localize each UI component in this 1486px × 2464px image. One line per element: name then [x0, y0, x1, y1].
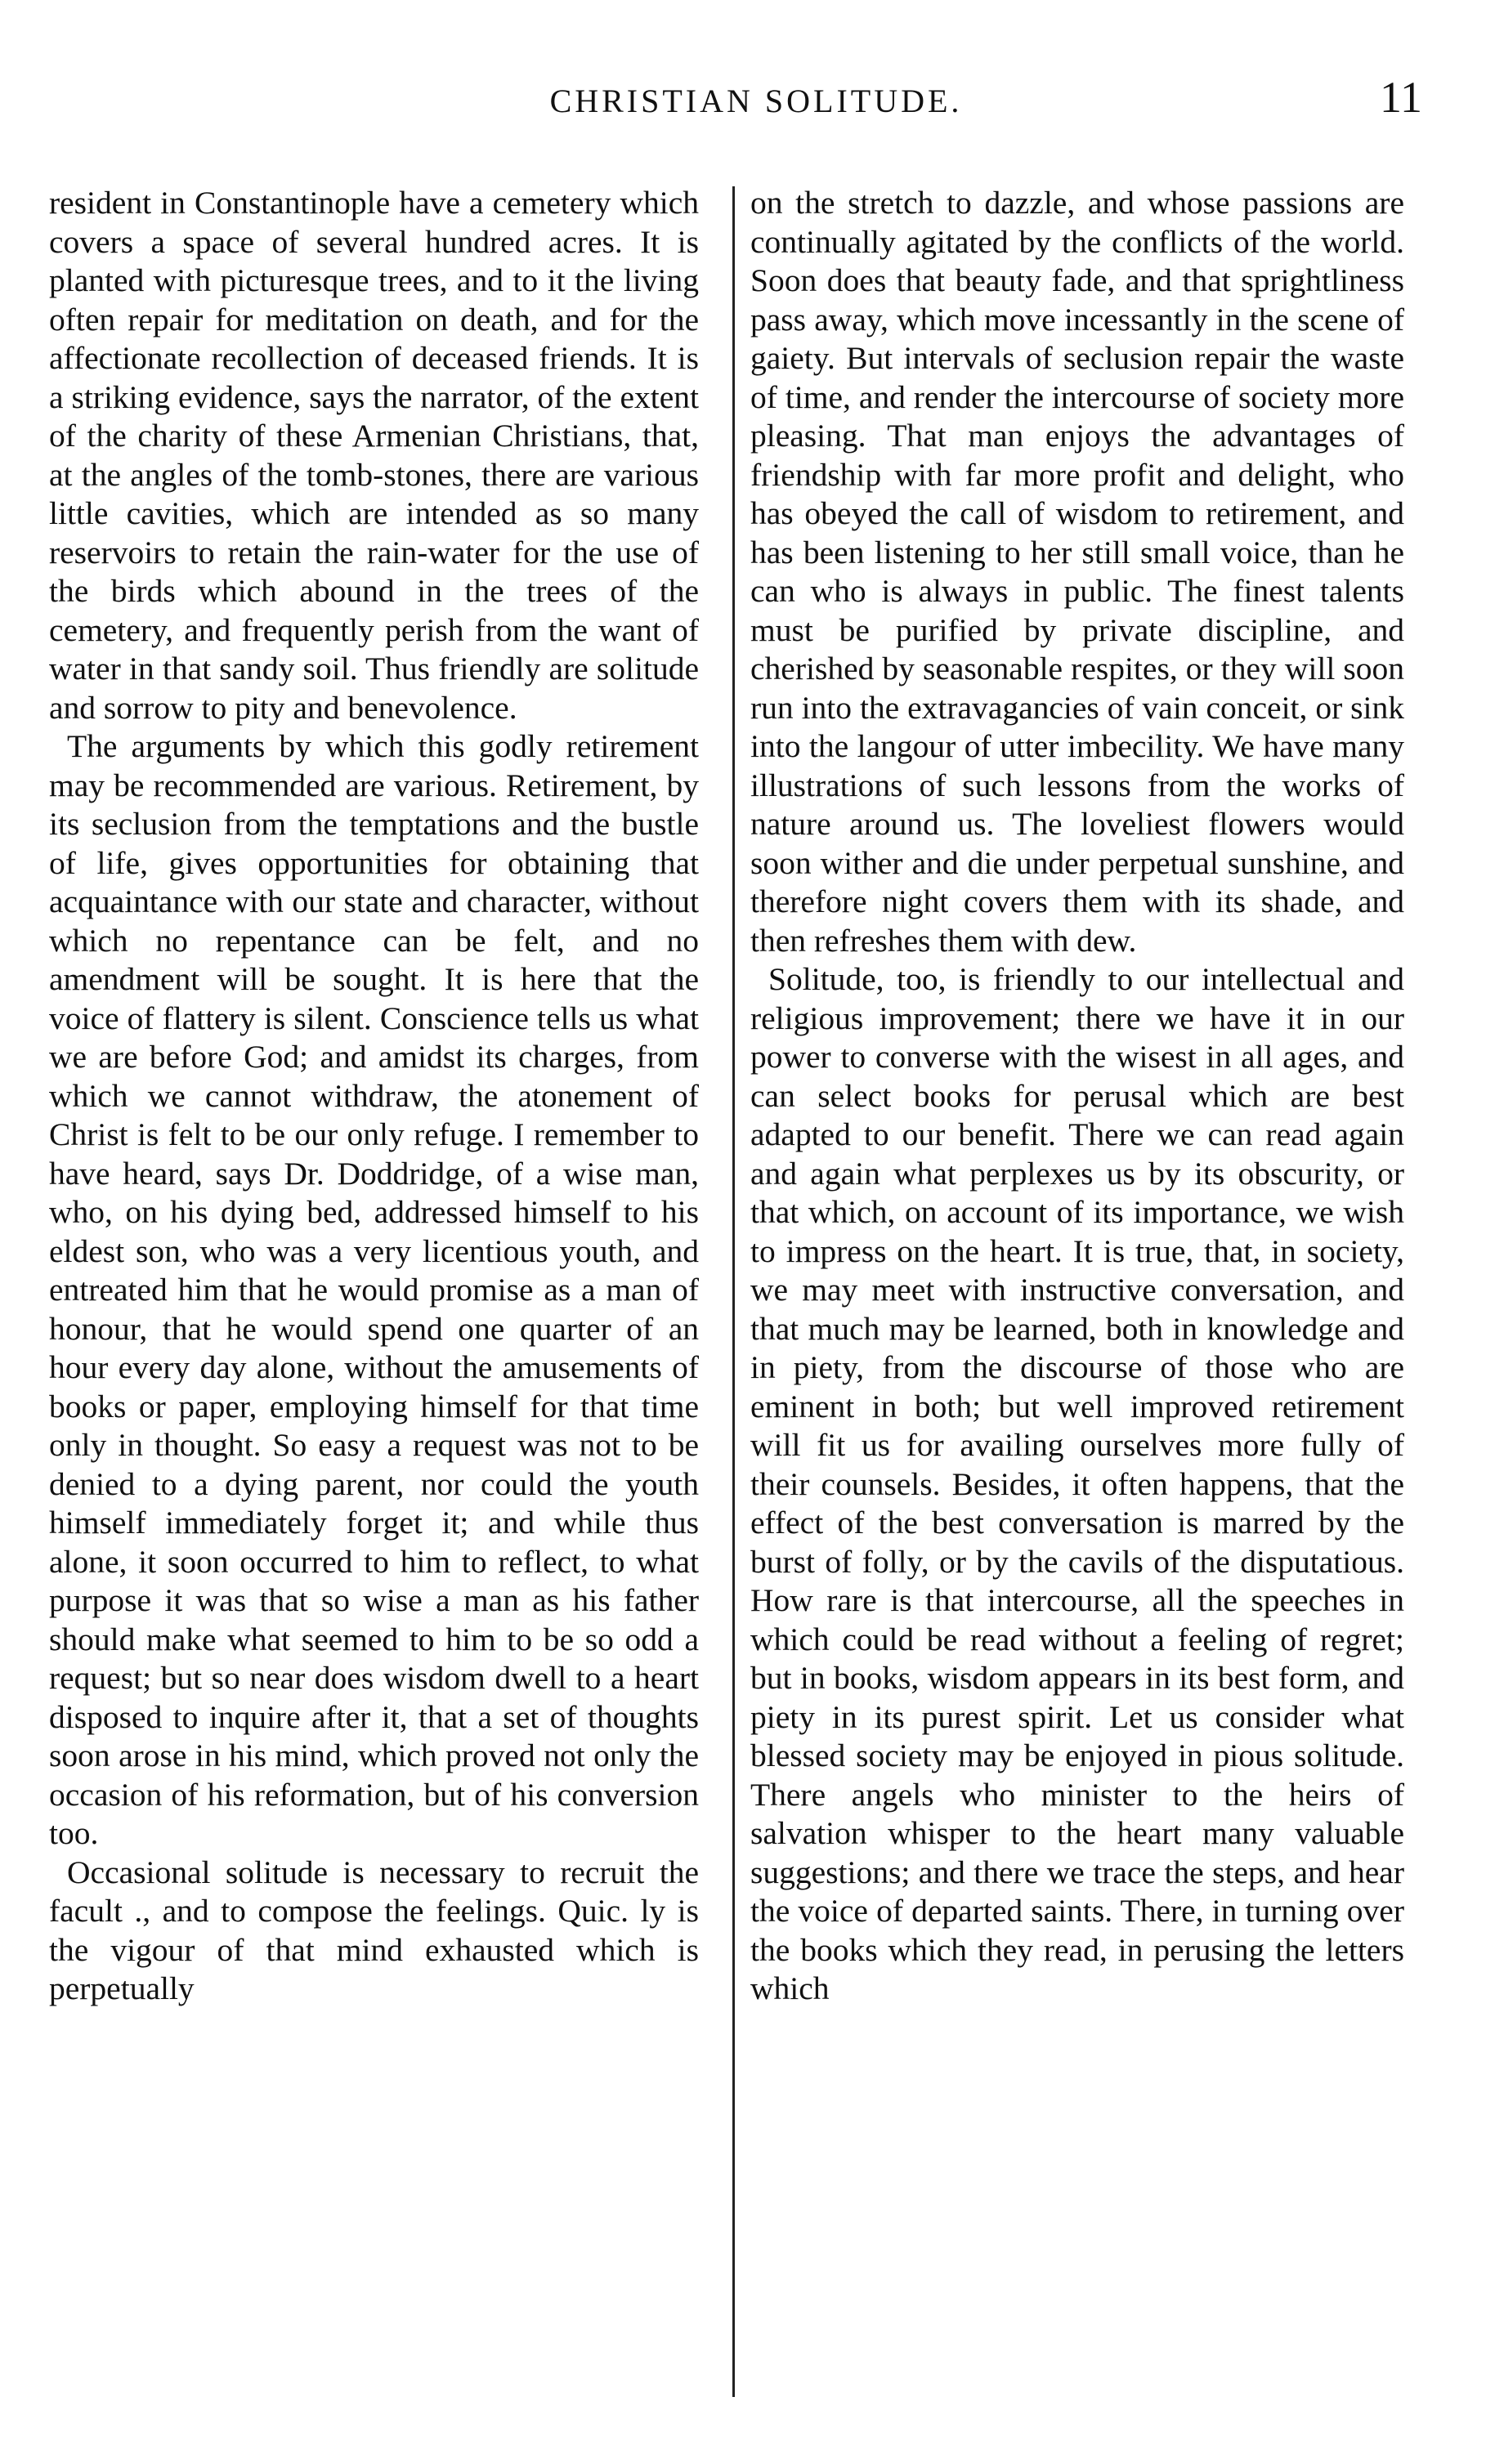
paragraph: Solitude, too, is friendly to our intellectual and religious improvement; there we have it in our power to converse with the wisest in all ages, and can select books for perusal which are best adapted to our benefit. There we can read again and again what perplexes us by its obscurity, or that which, on account of its importance, we wish to impress on the heart. It is true, that, in society, we may meet with instructive conversation, and that much may be learned, both in knowledge and in piety, from the discourse of those who are eminent in both; but well improved retirement will fit us for availing ourselves more fully of their counsels. Besides, it often happens, that the effect of the best conversation is marred by the burst of folly, or by the cavils of the disputatious. How rare is that intercourse, all the speeches in which could be read without a feeling of regret; but in books, wisdom appears in its best form, and piety in its purest spirit. Let us consider what blessed society may be enjoyed in pious solitude. There angels who minister to the heirs of salvation whisper to the heart many valuable suggestions; and there we trace the steps, and hear the voice of departed saints. There, in turning over the books which they read, in perusing the letters which — [750, 961, 1404, 2006]
right-column — [750, 184, 1404, 2009]
running-title: CHRISTIAN SOLITUDE. — [549, 83, 963, 119]
left-column — [49, 184, 699, 2009]
page-header — [90, 73, 1422, 131]
page-number: 11 — [1380, 73, 1422, 122]
paragraph: Occasional solitude is necessary to recruit the facult ., and to compose the feelings. Quic. ly is the vigour of that mind exhausted which is perpetually — [49, 1854, 699, 2006]
paragraph: The arguments by which this godly retirement may be recommended are various. Retirement, by its seclusion from the temptations and the bustle of life, gives opportunities for obtaining that acquaintance with our state and character, without which no repentance can be felt, and no amendment will be sought. It is here that the voice of flattery is silent. Conscience tells us what we are before God; and amidst its charges, from which we cannot withdraw, the atonement of Christ is felt to be our only refuge. I remember to have heard, says Dr. Doddridge, of a wise man, who, on his dying bed, addressed himself to his eldest son, who was a very licentious youth, and entreated him that he would promise as a man of honour, that he would spend one quarter of an hour every day alone, without the amusements of books or paper, employing himself for that time only in thought. So easy a request was not to be denied to a dying parent, nor could the youth himself immediately forget it; and while thus alone, it soon occurred to him to reflect, to what purpose it was that so wise a man as his father should make what seemed to him to be so odd a request; but so near does wisdom dwell to a heart disposed to inquire after it, that a set of thoughts soon arose in his mind, which proved not only the occasion of his reformation, but of his conversion too. — [49, 728, 699, 1851]
paragraph: on the stretch to dazzle, and whose passions are continually agitated by the conflicts of the world. Soon does that beauty fade, and that sprightliness pass away, which move incessantly in the scene of gaiety. But intervals of seclusion repair the waste of time, and render the intercourse of society more pleasing. That man enjoys the advantages of friendship with far more profit and delight, who has obeyed the call of wisdom to retirement, and has been listening to her still small voice, than he can who is always in public. The finest talents must be purified by private discipline, and cherished by seasonable respites, or they will soon run into the extravagancies of vain conceit, or sink into the langour of utter imbecility. We have many illustrations of such lessons from the works of nature around us. The loveliest flowers would soon wither and die under perpetual sunshine, and therefore night covers them with its shade, and then refreshes them with dew. — [750, 185, 1404, 959]
column-divider — [732, 186, 735, 2397]
paragraph: resident in Constantinople have a cemetery which covers a space of several hundred acres. It is planted with picturesque trees, and to it the living often repair for meditation on death, and for the affectionate recollection of deceased friends. It is a striking evidence, says the narrator, of the extent of the charity of these Armenian Christians, that, at the angles of the tomb-stones, there are various little cavities, which are intended as so many reservoirs to retain the rain-water for the use of the birds which abound in the trees of the cemetery, and frequently perish from the want of water in that sandy soil. Thus friendly are solitude and sorrow to pity and benevolence. — [49, 185, 699, 726]
